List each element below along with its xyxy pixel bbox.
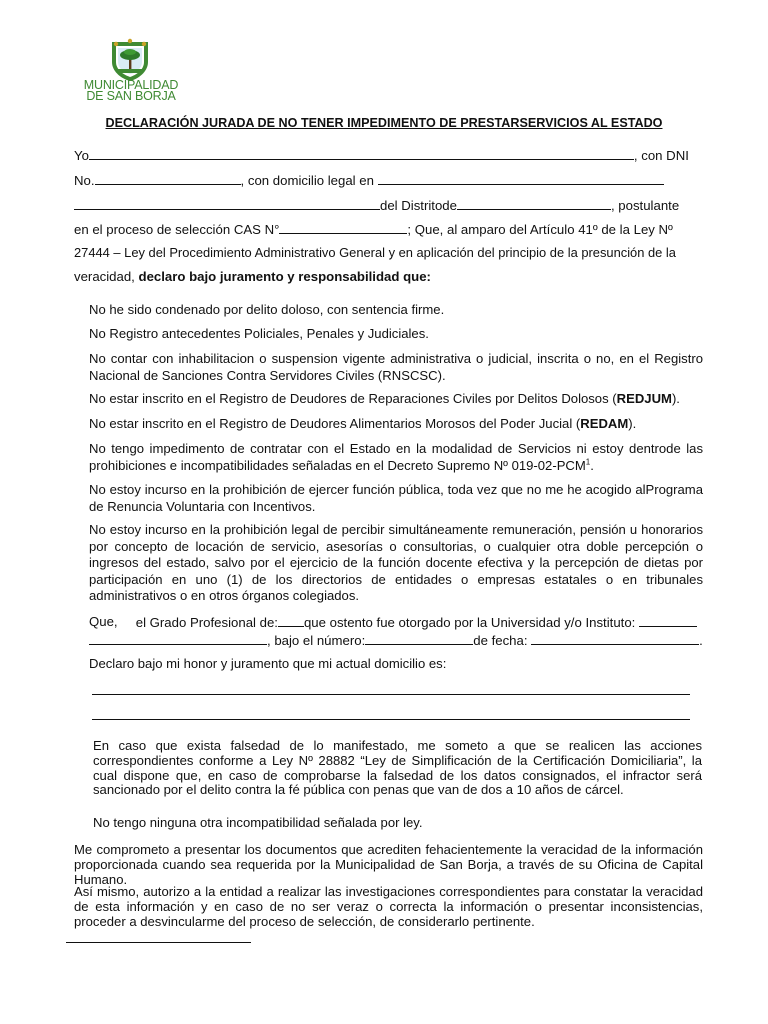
falsedad-paragraph: En caso que exista falsedad de lo manifestado, me someto a que se realicen las acciones correspondientes conforme a Ley Nº 28882 “Ley de Simplificación de la Certificación Domiciliaria”, la cual dispone que, en caso de comprobarse la falsedad de los datos consignados, el infractor será sancionado por el delito contra la fé pública con penas que van de dos a 10 años de cárcel.	[93, 738, 702, 798]
declaration-item-6	[89, 441, 703, 474]
district-field[interactable]	[457, 197, 611, 210]
fecha-field[interactable]	[531, 632, 699, 645]
domicilio-label: , con domicilio legal en	[240, 173, 374, 188]
grado-field[interactable]	[278, 614, 304, 627]
logo-wordmark	[76, 80, 186, 102]
fecha-label: de fecha:	[473, 633, 528, 648]
current-address-field-1[interactable]	[92, 682, 690, 695]
universidad-field[interactable]	[639, 614, 697, 627]
grado-line-2	[89, 632, 703, 649]
name-field[interactable]	[89, 147, 634, 160]
postulante-label: , postulante	[610, 198, 680, 213]
form-line-yo	[74, 147, 696, 164]
item-4-text: No estar inscrito en el Registro de Deudores de Reparaciones Civiles por Delitos Dolosos (	[89, 391, 617, 406]
domicilio-line-2	[92, 707, 690, 720]
redjum-bold: REDJUM	[616, 391, 672, 406]
que-amparo-text: ; Que, al amparo del Artículo 41º de la Ley Nº	[407, 222, 673, 237]
form-line-cas	[74, 221, 696, 238]
numero-label: , bajo el número:	[267, 633, 366, 648]
distrito-label: del Distritode	[380, 198, 457, 213]
autorizo-paragraph: Así mismo, autorizo a la entidad a realizar las investigaciones correspondientes para constatar la veracidad de esta información y en caso de no ser veraz o correcta la información o presentar inconsistencias, proceder a desvincularme del proceso de selección, de considerarlo pertinente.	[74, 884, 703, 929]
declaration-item-3: No contar con inhabilitacion o suspension vigente administrativa o judicial, inscrita o no, en el Registro Nacional de Sanciones Contra Servidores Civiles (RNSCSC).	[89, 351, 703, 383]
cas-label: en el proceso de selección CAS N°	[74, 222, 280, 237]
item-5-end: ).	[628, 416, 637, 431]
declaro-bold-text: declaro bajo juramento y responsabilidad que:	[138, 269, 431, 284]
logo-line-2: DE SAN BORJA	[86, 89, 176, 103]
item-6-text: No tengo impedimento de contratar con el Estado en la modalidad de Servicios ni estoy dentrode las prohibiciones e incompatibilidades señaladas en el Decreto Supremo Nº 019-02-PCM	[89, 441, 703, 473]
declaration-item-7: No estoy incurso en la prohibición de ejercer función pública, toda vez que no me he acogido alPrograma de Renuncia Voluntaria con Incentivos.	[89, 482, 703, 514]
dni-field[interactable]	[95, 172, 241, 185]
numero-field[interactable]	[365, 632, 473, 645]
universidad-continued-field[interactable]	[89, 632, 267, 645]
grado-que: Que,	[89, 614, 118, 629]
tree-shield-icon	[108, 38, 152, 82]
ostento-label: que ostento fue otorgado por la Universidad y/o Instituto:	[303, 615, 636, 630]
domicilio-statement: Declaro bajo mi honor y juramento que mi actual domicilio es:	[89, 656, 447, 671]
ley-line: 27444 – Ley del Procedimiento Administrativo General y en aplicación del principio de la presunción de la	[74, 245, 676, 260]
item-5-text: No estar inscrito en el Registro de Deudores Alimentarios Morosos del Poder Jucial (	[89, 416, 581, 431]
declaration-item-2: No Registro antecedentes Policiales, Penales y Judiciales.	[89, 326, 429, 341]
no-label: No.	[74, 173, 95, 188]
cas-number-field[interactable]	[279, 221, 407, 234]
veracidad-text: veracidad,	[74, 269, 135, 284]
form-line-distrito	[74, 197, 696, 214]
yo-label: Yo	[74, 148, 89, 163]
footnote-ref: 1	[585, 457, 591, 467]
item-6-end: .	[590, 457, 594, 473]
declaration-item-5	[89, 416, 703, 433]
grado-label: el Grado Profesional de:	[135, 615, 278, 630]
redam-bold: REDAM	[580, 416, 629, 431]
logo-line-1: MUNICIPALIDAD	[83, 78, 179, 92]
address-field[interactable]	[378, 172, 664, 185]
domicilio-line-1	[92, 682, 690, 695]
item-4-end: ).	[671, 391, 680, 406]
address-continued-field[interactable]	[74, 197, 380, 210]
compromiso-paragraph: Me comprometo a presentar los documentos que acrediten fehacientemente la veracidad de la información proporcionada cuando sea requerida por la Municipalidad de San Borja, a través de su Oficina de Capital Humano.	[74, 842, 703, 887]
grado-end: .	[699, 633, 703, 648]
declaration-item-4	[89, 391, 703, 408]
current-address-field-2[interactable]	[92, 707, 690, 720]
veracidad-line	[74, 269, 696, 285]
document-title: DECLARACIÓN JURADA DE NO TENER IMPEDIMENTO DE PRESTARSERVICIOS AL ESTADO	[105, 116, 663, 130]
dni-label: , con DNI	[633, 148, 689, 163]
form-line-dni	[74, 172, 696, 189]
grado-line-1	[89, 614, 697, 631]
municipality-logo	[76, 38, 186, 106]
no-incompatibilidad-text: No tengo ninguna otra incompatibilidad señalada por ley.	[93, 815, 423, 830]
declaration-item-8: No estoy incurso en la prohibición legal de percibir simultáneamente remuneración, pensión u honorarios por concepto de locación de servicio, asesorías o consultorias, o cualquier otra doble percepción o ingresos del estado, salvo por el ejercicio de la función docente efectiva y la percepción de dietas por participación en uno (1) de los directorios de entidades o empresas estatales o en tribunales administrativos o en otros órganos colegiados.	[89, 522, 703, 603]
footnote-separator	[66, 942, 251, 943]
declaration-item-1: No he sido condenado por delito doloso, con sentencia firme.	[89, 302, 445, 317]
